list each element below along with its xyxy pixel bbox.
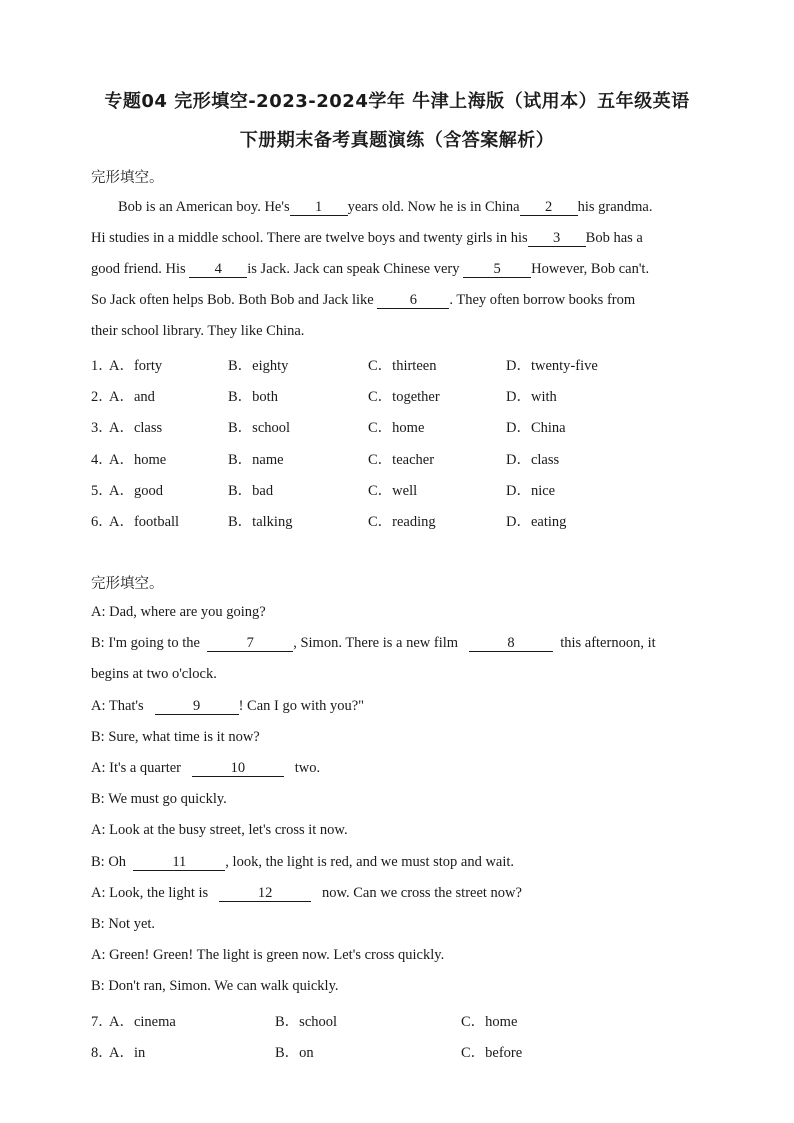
blank-4: 4 [189, 262, 247, 278]
dialogue-line: B: Sure, what time is it now? [91, 729, 260, 745]
dialogue-text: , Simon. There is a new film [293, 635, 459, 651]
dialogue-line [91, 885, 522, 902]
option-d[interactable]: D．eating [506, 514, 567, 530]
question-number: 3． [91, 420, 113, 437]
option-d[interactable]: D．class [506, 451, 560, 468]
question-number: 1． [91, 358, 113, 374]
dialogue-line: begins at two o'clock. [91, 666, 217, 682]
option-c[interactable]: C．together [368, 389, 440, 406]
blank-8: 8 [469, 636, 553, 652]
option-d[interactable]: D．nice [506, 482, 556, 499]
blank-5: 5 [463, 262, 531, 278]
option-d[interactable]: D．China [506, 420, 566, 437]
dialogue-line: B: Not yet. [91, 916, 156, 932]
option-a[interactable]: A．and [109, 389, 155, 406]
passage-line-1 [118, 199, 698, 216]
dialogue-line: A: Green! Green! The light is green now. Let's cross quickly. [91, 947, 445, 963]
passage-text: However, Bob can't. [531, 261, 650, 277]
dialogue-text: A: That's [91, 698, 144, 714]
blank-9: 9 [155, 699, 239, 715]
dialogue-line: A: Look at the busy street, let's cross it now. [91, 822, 348, 838]
option-b[interactable]: B．talking [228, 514, 293, 530]
question-number: 6． [91, 514, 113, 530]
passage-text: So Jack often helps Bob. Both Bob and Jack like [91, 292, 374, 308]
option-a[interactable]: A．in [109, 1045, 146, 1062]
option-c[interactable]: C．home [461, 1014, 518, 1030]
dialogue-text: B: Oh [91, 854, 127, 870]
option-c[interactable]: C．thirteen [368, 358, 437, 374]
dialogue-text: A: Look, the light is [91, 885, 209, 901]
option-b[interactable]: B．school [228, 420, 291, 437]
option-a[interactable]: A．cinema [109, 1014, 176, 1030]
blank-3: 3 [528, 231, 586, 247]
question-number: 5． [91, 482, 113, 499]
passage-text: Bob has a [585, 230, 643, 246]
dialogue-line: B: We must go quickly. [91, 791, 227, 807]
section-1-header: 完形填空。 [91, 170, 164, 186]
passage-line-5: their school library. They like China. [91, 323, 305, 339]
dialogue-line [91, 760, 320, 777]
option-d[interactable]: D．twenty-five [506, 358, 598, 374]
page-title-line-2: 下册期末备考真题演练（含答案解析） [239, 130, 555, 151]
passage-text: Bob is an American boy. He's [118, 199, 290, 215]
blank-10: 10 [192, 761, 284, 777]
dialogue-text: two. [294, 760, 321, 776]
passage-line-2 [91, 230, 701, 247]
dialogue-text: now. Can we cross the street now? [321, 885, 522, 901]
option-a[interactable]: A．home [109, 451, 167, 468]
dialogue-line: B: Don't ran, Simon. We can walk quickly. [91, 978, 339, 994]
dialogue-text: , look, the light is red, and we must stop and wait. [225, 854, 515, 870]
question-number: 2． [91, 389, 113, 406]
option-a[interactable]: A．good [109, 482, 163, 499]
passage-line-4 [91, 292, 701, 309]
option-c[interactable]: C．teacher [368, 451, 435, 468]
passage-text: good friend. His [91, 261, 186, 277]
section-2-header: 完形填空。 [91, 576, 164, 592]
option-c[interactable]: C．well [368, 482, 418, 499]
option-b[interactable]: B．school [275, 1014, 338, 1030]
passage-line-3 [91, 261, 701, 278]
dialogue-line: A: Dad, where are you going? [91, 604, 266, 620]
blank-7: 7 [207, 636, 293, 652]
option-b[interactable]: B．name [228, 451, 284, 468]
option-b[interactable]: B．eighty [228, 358, 289, 374]
passage-text: years old. Now he is in China [347, 199, 520, 215]
dialogue-text: ! Can I go with you?" [238, 698, 365, 714]
passage-text: is Jack. Jack can speak Chinese very [247, 261, 460, 277]
option-b[interactable]: B．on [275, 1045, 314, 1062]
dialogue-line [91, 635, 701, 652]
option-a[interactable]: A．forty [109, 358, 163, 374]
blank-12: 12 [219, 886, 311, 902]
blank-6: 6 [377, 293, 449, 309]
blank-2: 2 [520, 200, 578, 216]
option-c[interactable]: C．home [368, 420, 425, 437]
dialogue-line [91, 698, 364, 715]
question-number: 7． [91, 1014, 113, 1030]
dialogue-line [91, 854, 514, 871]
dialogue-text: B: I'm going to the [91, 635, 200, 651]
option-b[interactable]: B．both [228, 389, 278, 406]
option-a[interactable]: A．class [109, 420, 163, 437]
dialogue-text: this afternoon, it [560, 635, 656, 651]
blank-1: 1 [290, 200, 348, 216]
page-title-line-1: 专题04 完形填空-2023-2024学年 牛津上海版（试用本）五年级英语 [104, 91, 690, 112]
passage-text: Hi studies in a middle school. There are twelve boys and twenty girls in his [91, 230, 528, 246]
passage-text: . They often borrow books from [449, 292, 636, 308]
question-number: 4． [91, 451, 113, 468]
option-a[interactable]: A．football [109, 514, 180, 530]
blank-11: 11 [133, 855, 225, 871]
option-d[interactable]: D．with [506, 389, 557, 406]
option-b[interactable]: B．bad [228, 482, 274, 499]
passage-text: his grandma. [577, 199, 653, 215]
option-c[interactable]: C．before [461, 1045, 523, 1062]
option-c[interactable]: C．reading [368, 514, 436, 530]
dialogue-text: A: It's a quarter [91, 760, 181, 776]
question-number: 8． [91, 1045, 113, 1062]
